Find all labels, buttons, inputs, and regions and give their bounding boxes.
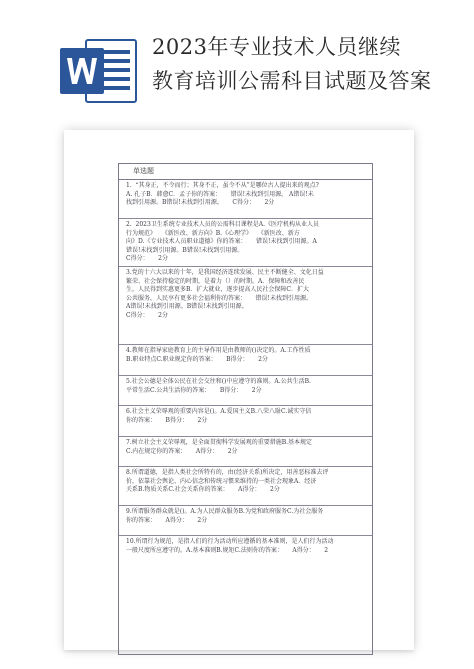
question-text-line: 你的答案： A得分： 2分 [126, 516, 208, 524]
question-text-line: C.内在规定你的答案： A得分： 2分 [126, 447, 238, 455]
question-item [119, 219, 372, 267]
question-item [119, 267, 372, 345]
question-text-line: 繁荣、社会保持稳定的时期，是着力（）的时期。A．保障和改善民 [126, 277, 305, 285]
question-text-line: 8.所谓道德，是指人类社会所特有的，由(经济关系)所决定，用善恶标准去评 [126, 469, 329, 476]
title-line-2: 教育培训公需科目试题及答案 [152, 69, 432, 93]
section-title: 单选题 [119, 164, 372, 180]
question-text-line: 5.社会公德是全体公民在社会交往和()中应遵守的准则。A.公共生活B. [126, 378, 311, 385]
question-text-line: 6.社会主义荣辱观的重要内容是()。A.爱国主义B.八荣八耻C.诚实守信 [126, 408, 312, 415]
question-table [118, 163, 373, 655]
question-text-line: 3.党的十六大以来的十年，是我国经济连续发展、民主不断健全、文化日益 [126, 269, 324, 276]
question-text-line: 1. “其身正，不令而行；其身不正，虽令不从”是哪位古人提出来的观点? [126, 182, 319, 189]
question-text-line: 4.教师在指导家庭教育上的主导作用是由教师的()决定的。A.工作性质 [126, 347, 311, 354]
page-header [0, 0, 474, 120]
question-item [119, 180, 372, 219]
question-text-line: 9.所谓服务群众就是()。A.为人民群众服务B.为党和政府服务C.为社会服务 [126, 508, 324, 515]
title-line-1: 2023年专业技术人员继续 [152, 35, 401, 59]
question-list [119, 180, 372, 566]
question-text-line: 10.所谓行为规范，是指人们的行为活动所应遵循的基本准则，是人们行为活动 [126, 538, 334, 545]
question-text-line: 一般尺度所应遵守的。A.基本准则B.规矩C.法则你的答案： A得分： 2 [126, 546, 329, 554]
question-text-line: 关系B.物质关系C.社会关系你的答案： A得分： 2分 [126, 486, 280, 494]
question-item [119, 376, 372, 406]
question-item [119, 506, 372, 536]
question-item [119, 536, 372, 566]
question-text-line: 找到引用源。B错误!未找到引用源。 C得分： 2分 [126, 199, 275, 207]
question-text-line: A. 孔子B．韩愈C．孟子你的答案： 错误!未找到引用源。 A错误!未 [126, 190, 314, 198]
question-text-line: 生，人民得到实惠更多B．扩大就业，逐步提高人民社会保障C．扩大 [126, 286, 310, 294]
question-text-line: 行为规范》 《新医改、新方向》B.《心理学》 《新医改、新方 [126, 229, 300, 237]
question-text-line: 错误!未找到引用源。B错误!未找到引用源。 [126, 246, 244, 254]
question-text-line: 7.树立社会主义荣辱观，是全面贯彻科学发展观的重要措施B.基本规定 [126, 439, 313, 446]
question-item [119, 467, 372, 506]
question-text-line: C得分： 2分 [126, 255, 168, 263]
question-text-line: 向》D.《专业技术人员职业道德》你的答案： 错误!未找到引用源。A [126, 238, 317, 246]
question-text-line: A错误!未找到引用源。B错误!未找到引用源。 [126, 303, 248, 311]
word-doc-icon [60, 38, 138, 104]
question-item [119, 345, 372, 376]
question-text-line: 公共服务，人民享有更多社会福利你的答案： 错误!未找到引用源。 [126, 294, 312, 302]
question-item [119, 437, 372, 467]
question-text-line: 平常生活C.公共生活你的答案： B得分： 2分 [126, 386, 262, 394]
question-text-line: 你的答案： B得分： 2分 [126, 416, 208, 424]
question-text-line: C得分： 2分 [126, 311, 168, 319]
question-text-line: 2. 2023卫生系统专业技术人员的公需科目课程是A.《医疗机构从业人员 [126, 221, 320, 228]
question-item [119, 406, 372, 437]
question-text-line: B.职业特点C.职业规定你的答案： B得分： 2分 [126, 355, 268, 363]
document-title [152, 30, 452, 98]
question-text-line: 价，依靠社会舆论、内心信念和传统习惯来维持的一类社会现象A．经济 [126, 477, 317, 485]
